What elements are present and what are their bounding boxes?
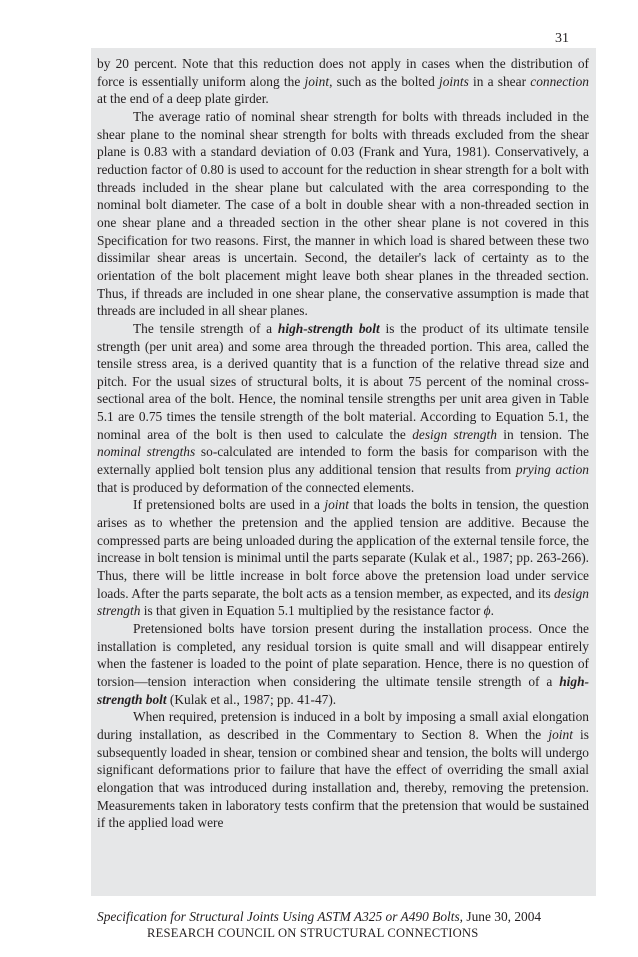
italic-term: design strength xyxy=(97,585,589,619)
footer-council-name: RESEARCH COUNCIL ON STRUCTURAL CONNECTIONS xyxy=(147,926,479,940)
text-run: The average ratio of nominal shear strength for bolts with threads included in the shear plane to the nominal shear strength for bolts with threads excluded from the shear plane is 0.83 with a standard deviation of 0.03 (Frank and Yura, 1981). Conservatively, a reduction factor of 0.80 is used to account for the reduction in shear strength for a bolt with threads included in the shear plane but calculated with the area corresponding to the nominal bolt diameter. The case of a bolt in double shear with a non-threaded section in one shear plane and a threaded section in the other shear plane is not covered in this Specification for two reasons. First, the manner in which load is shared between these two dissimilar shear areas is uncertain. Second, the detailer's lack of certainty as to the orientation of the bolt placement might leave both shear planes in the threaded section. Thus, if threads are included in one shear plane, the conservative assumption is made that threads are included in all shear planes. xyxy=(97,108,589,319)
italic-term: connection xyxy=(530,73,589,89)
italic-term: design strength xyxy=(412,426,497,442)
paragraph xyxy=(97,55,589,108)
text-run: (Kulak et al., 1987; pp. 41-47). xyxy=(166,691,337,707)
italic-term: nominal strengths xyxy=(97,444,196,460)
text-run: The tensile strength of a xyxy=(133,320,278,336)
italic-term: joint xyxy=(304,73,330,89)
text-run: . xyxy=(490,603,494,619)
paragraph xyxy=(97,108,589,320)
paragraph xyxy=(97,496,589,620)
paragraph xyxy=(97,620,589,708)
text-run: so-calculated are intended to form the basis for comparison with the externally applied bolt tension plus any additional tension that results from xyxy=(97,444,589,478)
text-run: is subsequently loaded in shear, tension or combined shear and tension, the bolts will undergo significant deformations prior to failure that have the effect of overriding the small axial elongation that was introduced during installation and, thereby, removing the pretension. Measurements taken in laboratory tests confirm that the pretension that would be sustained if the applied load were xyxy=(97,726,589,831)
text-run: in tension. The xyxy=(496,426,589,442)
italic-term: joints xyxy=(439,73,469,89)
text-run: that loads the bolts in tension, the question arises as to whether the pretension and the applied tension are additive. Because the compressed parts are being unloaded during the application of the external tensile force, the increase in bolt tension is minimal until the parts separate (Kulak et al., 1987; pp. 263-266). Thus, there will be little increase in bolt force above the pretension load under service loads. After the parts separate, the bolt acts as a tension member, as expected, and its xyxy=(97,497,589,601)
page-number: 31 xyxy=(555,31,569,46)
italic-term: ϕ xyxy=(483,603,491,619)
text-run: at the end of a deep plate girder. xyxy=(97,91,269,107)
paragraph xyxy=(97,708,589,832)
text-run: by 20 percent. Note that this reduction does not apply in cases when the distribution of force is essentially uniform along the xyxy=(97,56,589,89)
text-run: is that given in Equation 5.1 multiplied by the resistance factor xyxy=(140,603,484,619)
paragraph xyxy=(97,320,589,497)
text-run: in a shear xyxy=(468,73,531,89)
text-run: that is produced by deformation of the connected elements. xyxy=(97,479,415,495)
footer-spec-title: Specification for Structural Joints Using ASTM A325 or A490 Bolts xyxy=(97,909,460,924)
text-run: When required, pretension is induced in a bolt by imposing a small axial elongation during installation, as described in the Commentary to Section 8. When the xyxy=(97,709,589,742)
text-run: If pretensioned bolts are used in a xyxy=(133,497,325,513)
text-run: is the product of its ultimate tensile strength (per unit area) and some area through the threaded portion. This area, called the tensile stress area, is a derived quantity that is a function of the relative thread size and pitch. For the usual sizes of structural bolts, it is about 75 percent of the nominal cross-sectional area of the bolt. Hence, the nominal tensile strengths per unit area given in Table 5.1 are 0.75 times the tensile strength of the bolt material. According to Equation 5.1, the nominal area of the bolt is then used to calculate the xyxy=(97,320,589,442)
body-text xyxy=(97,55,589,832)
bold-italic-term: high-strength bolt xyxy=(97,673,589,707)
italic-term: joint xyxy=(548,726,573,742)
footer-title-line xyxy=(97,908,577,925)
footer-date: , June 30, 2004 xyxy=(459,909,542,924)
bold-italic-term: high-strength bolt xyxy=(277,320,380,336)
text-run: Pretensioned bolts have torsion present during the installation process. Once the installation is completed, any residual torsion is quite small and will disappear entirely when the fastener is loaded to the point of plate separation. Hence, there is no question of torsion—tension interaction when considering the ultimate tensile strength of a xyxy=(97,621,589,689)
italic-term: joint xyxy=(324,497,349,513)
italic-term: prying action xyxy=(515,462,589,478)
text-run: , such as the bolted xyxy=(329,73,440,89)
page-footer xyxy=(97,908,577,942)
